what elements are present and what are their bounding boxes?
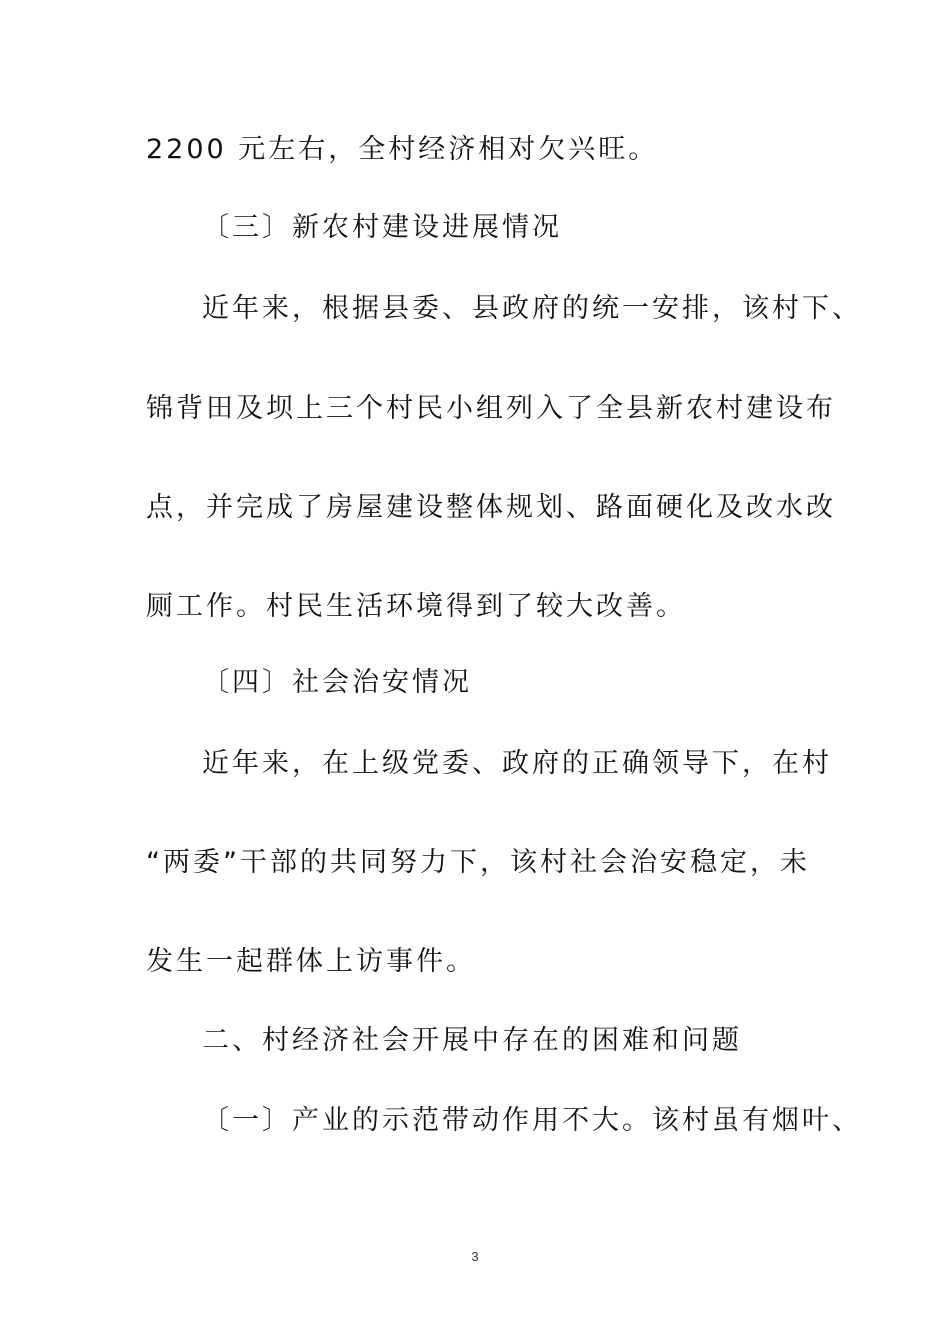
section-heading-4: 〔四〕社会治安情况 [202,667,472,698]
chapter-heading-2: 二、村经济社会开展中存在的困难和问题 [202,1025,742,1056]
paragraph-line-4: 锦背田及坝上三个村民小组列入了全县新农村建设布 [146,393,836,424]
page-number: 3 [471,1249,479,1264]
paragraph-line-3: 近年来，根据县委、县政府的统一安排，该村下、 [202,293,862,324]
paragraph-line-10: 发生一起群体上访事件。 [146,946,476,977]
paragraph-line-8: 近年来，在上级党委、政府的正确领导下，在村 [202,748,832,779]
paragraph-line-6: 厕工作。村民生活环境得到了较大改善。 [146,591,686,622]
paragraph-line-9: “两委”干部的共同努力下，该村社会治安稳定，未 [146,847,810,878]
paragraph-line-12: 〔一〕产业的示范带动作用不大。该村虽有烟叶、 [202,1105,862,1136]
section-heading-3: 〔三〕新农村建设进展情况 [202,212,562,243]
paragraph-line-1: 2200 元左右，全村经济相对欠兴旺。 [146,134,659,165]
paragraph-line-5: 点，并完成了房屋建设整体规划、路面硬化及改水改 [146,492,836,523]
